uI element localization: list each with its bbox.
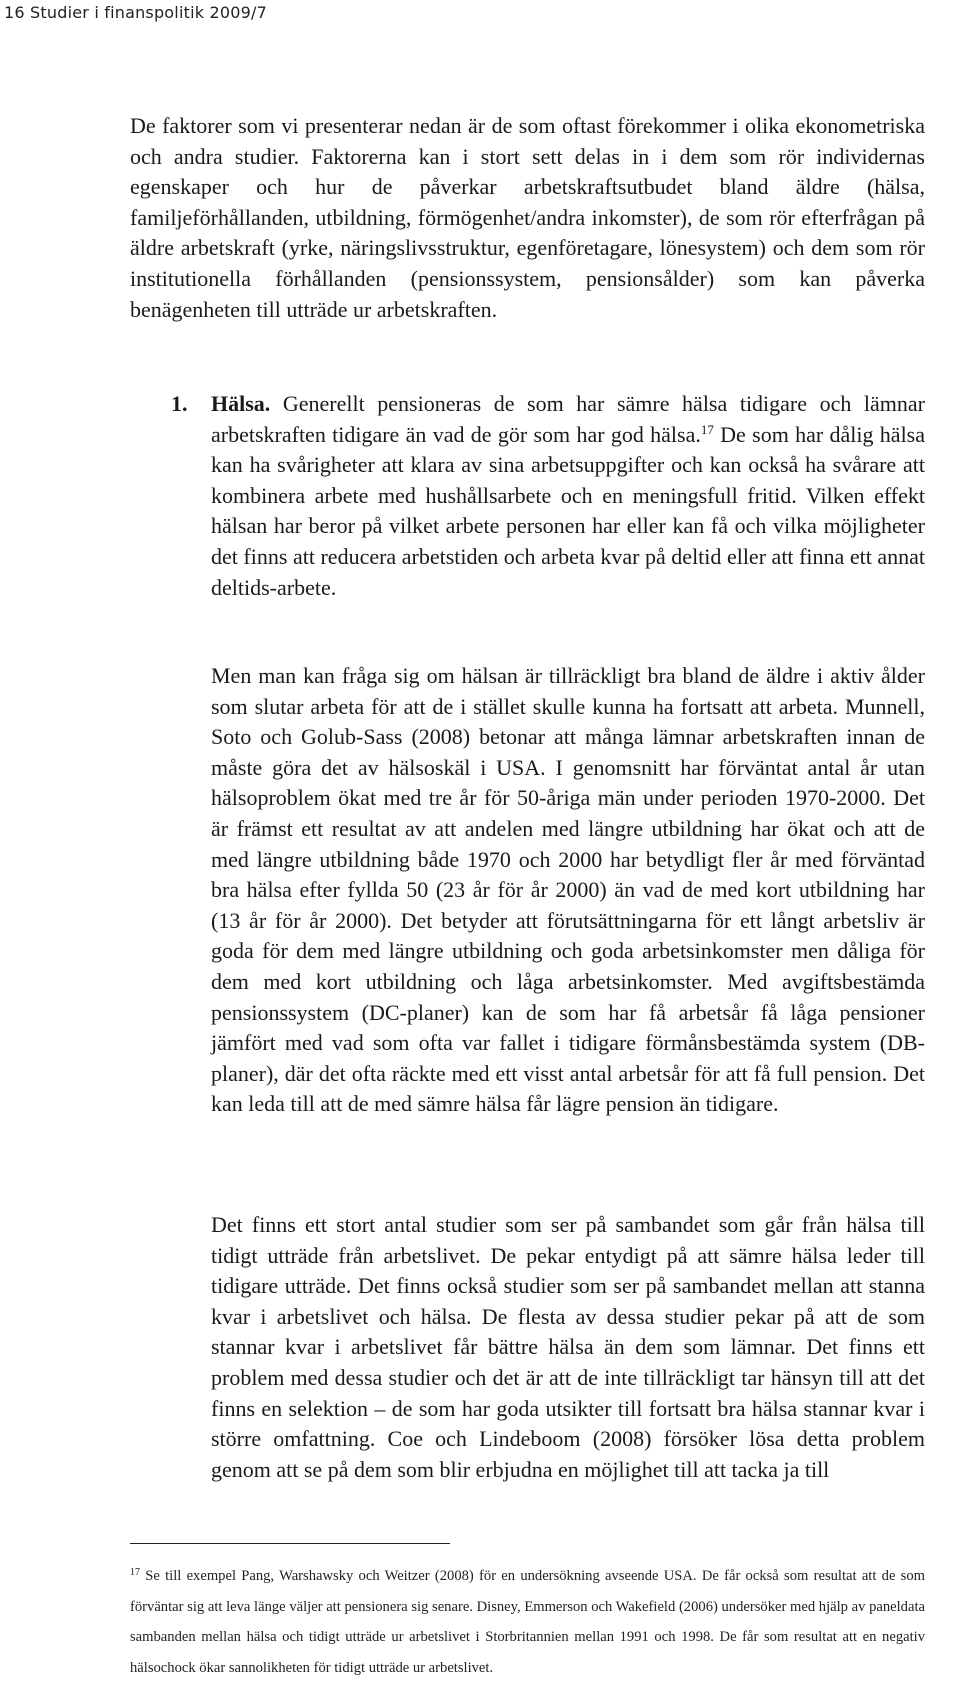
footnote-reference[interactable]: 17 — [700, 421, 714, 437]
list-item-number: 1. — [171, 391, 188, 416]
list-item-halsa — [171, 389, 926, 603]
footnote-17 — [130, 1561, 925, 1683]
running-header: 16 Studier i finanspolitik 2009/7 — [4, 3, 267, 22]
intro-paragraph: De faktorer som vi presenterar nedan är de som oftast förekommer i olika ekonometriska och andra studier. Faktorerna kan i stort sett delas in i dem som rör individernas egenskaper och hur de påverkar arbetskraftsutbudet bland äldre (hälsa, familjeförhållanden, utbildning, förmögenhet/andra inkomster), de som rör efterfrågan på äldre arbetskraft (yrke, näringslivsstruktur, egenföretagare, lönesystem) och dem som rör institutionella förhållanden (pensionssystem, pensionsålder) som kan påverka benägenheten till utträde ur arbetskraften. — [130, 113, 925, 322]
footnote-divider — [130, 1543, 450, 1544]
list-item-heading: Hälsa. — [211, 391, 271, 416]
paragraph-men: Men man kan fråga sig om hälsan är tillräckligt bra bland de äldre i aktiv ålder som slutar arbeta för att de i stället skulle kunna ha fortsatt att arbeta. Munnell, Soto och Golub-Sass (2008) betonar att många lämnar arbetskraften innan de måste göra det av hälsoskäl i USA. I genomsnitt har förväntat antal år utan hälsoproblem ökat med tre år för 50-åriga män under perioden 1970-2000. Det är främst ett resultat av att andelen med längre utbildning har ökat och att de med längre utbildning både 1970 och 2000 har betydligt fler år med förväntad bra hälsa efter fyllda 50 (23 år för år 2000) än vad de med kort utbildning har (13 år för år 2000). Det betyder att förutsättningarna för ett långt arbetsliv är goda för dem med längre utbildning och goda arbetsinkomster men dåliga för dem med kort utbildning och låga arbetsinkomster. Med avgiftsbestämda pensionssystem (DC-planer) kan de som har få arbetsår få låga pensioner jämfört med vad som ofta var fallet i tidigare förmånsbestämda system (DB-planer), där det ofta räckte med ett visst antal arbetsår för att få full pension. Det kan leda till att de med sämre hälsa får lägre pension än tidigare. — [211, 663, 925, 1117]
list-item-text-part2: De som har dålig hälsa kan ha svårigheter att klara av sina arbetsuppgifter och kan också ha svårare att kombinera arbete med hushållsarbete och en meningsfull fritid. Vilken effekt hälsan har beror på vilket arbete personen har eller kan få och vilka möjligheter det finns att reducera arbetstiden och arbeta kvar på deltid eller att finna ett annat deltids-arbete. — [211, 421, 926, 600]
paragraph-det: Det finns ett stort antal studier som ser på sambandet som går från hälsa till tidigt utträde från arbetslivet. De pekar entydigt på att sämre hälsa leder till tidigare utträde. Det finns också studier som ser på sambandet mellan att stanna kvar i arbetslivet och hälsa. De flesta av dessa studier pekar på att de som stannar kvar i arbetslivet får bättre hälsa än dem som lämnar. Det finns ett problem med dessa studier och det är att de inte tillräckligt tar hänsyn till att det finns en selektion – de som har goda utsikter till fortsatt bra hälsa stannar kvar i större omfattning. Coe och Lindeboom (2008) försöker lösa detta problem genom att se på dem som blir erbjudna en möjlighet till att tacka ja till — [211, 1212, 925, 1482]
list-item-text-part1: Generellt pensioneras de som har sämre hälsa tidigare och lämnar arbetskraften tidigare än vad de gör som har god hälsa. — [211, 391, 926, 447]
footnote-number: 17 — [130, 1567, 140, 1578]
footnote-text: Se till exempel Pang, Warshawsky och Weitzer (2008) för en undersökning avseende USA. De får också som resultat att de som förväntar sig att leva länge väljer att pensionera sig senare. Disney, Emmerson och Wakefield (2006) undersöker med hjälp av paneldata sambanden mellan hälsa och tidigt utträde ur arbetslivet i Storbritannien mellan 1991 och 1998. De får som resultat att en negativ hälsochock ökar sannolikheten för tidigt utträde ur arbetslivet. — [130, 1568, 926, 1676]
